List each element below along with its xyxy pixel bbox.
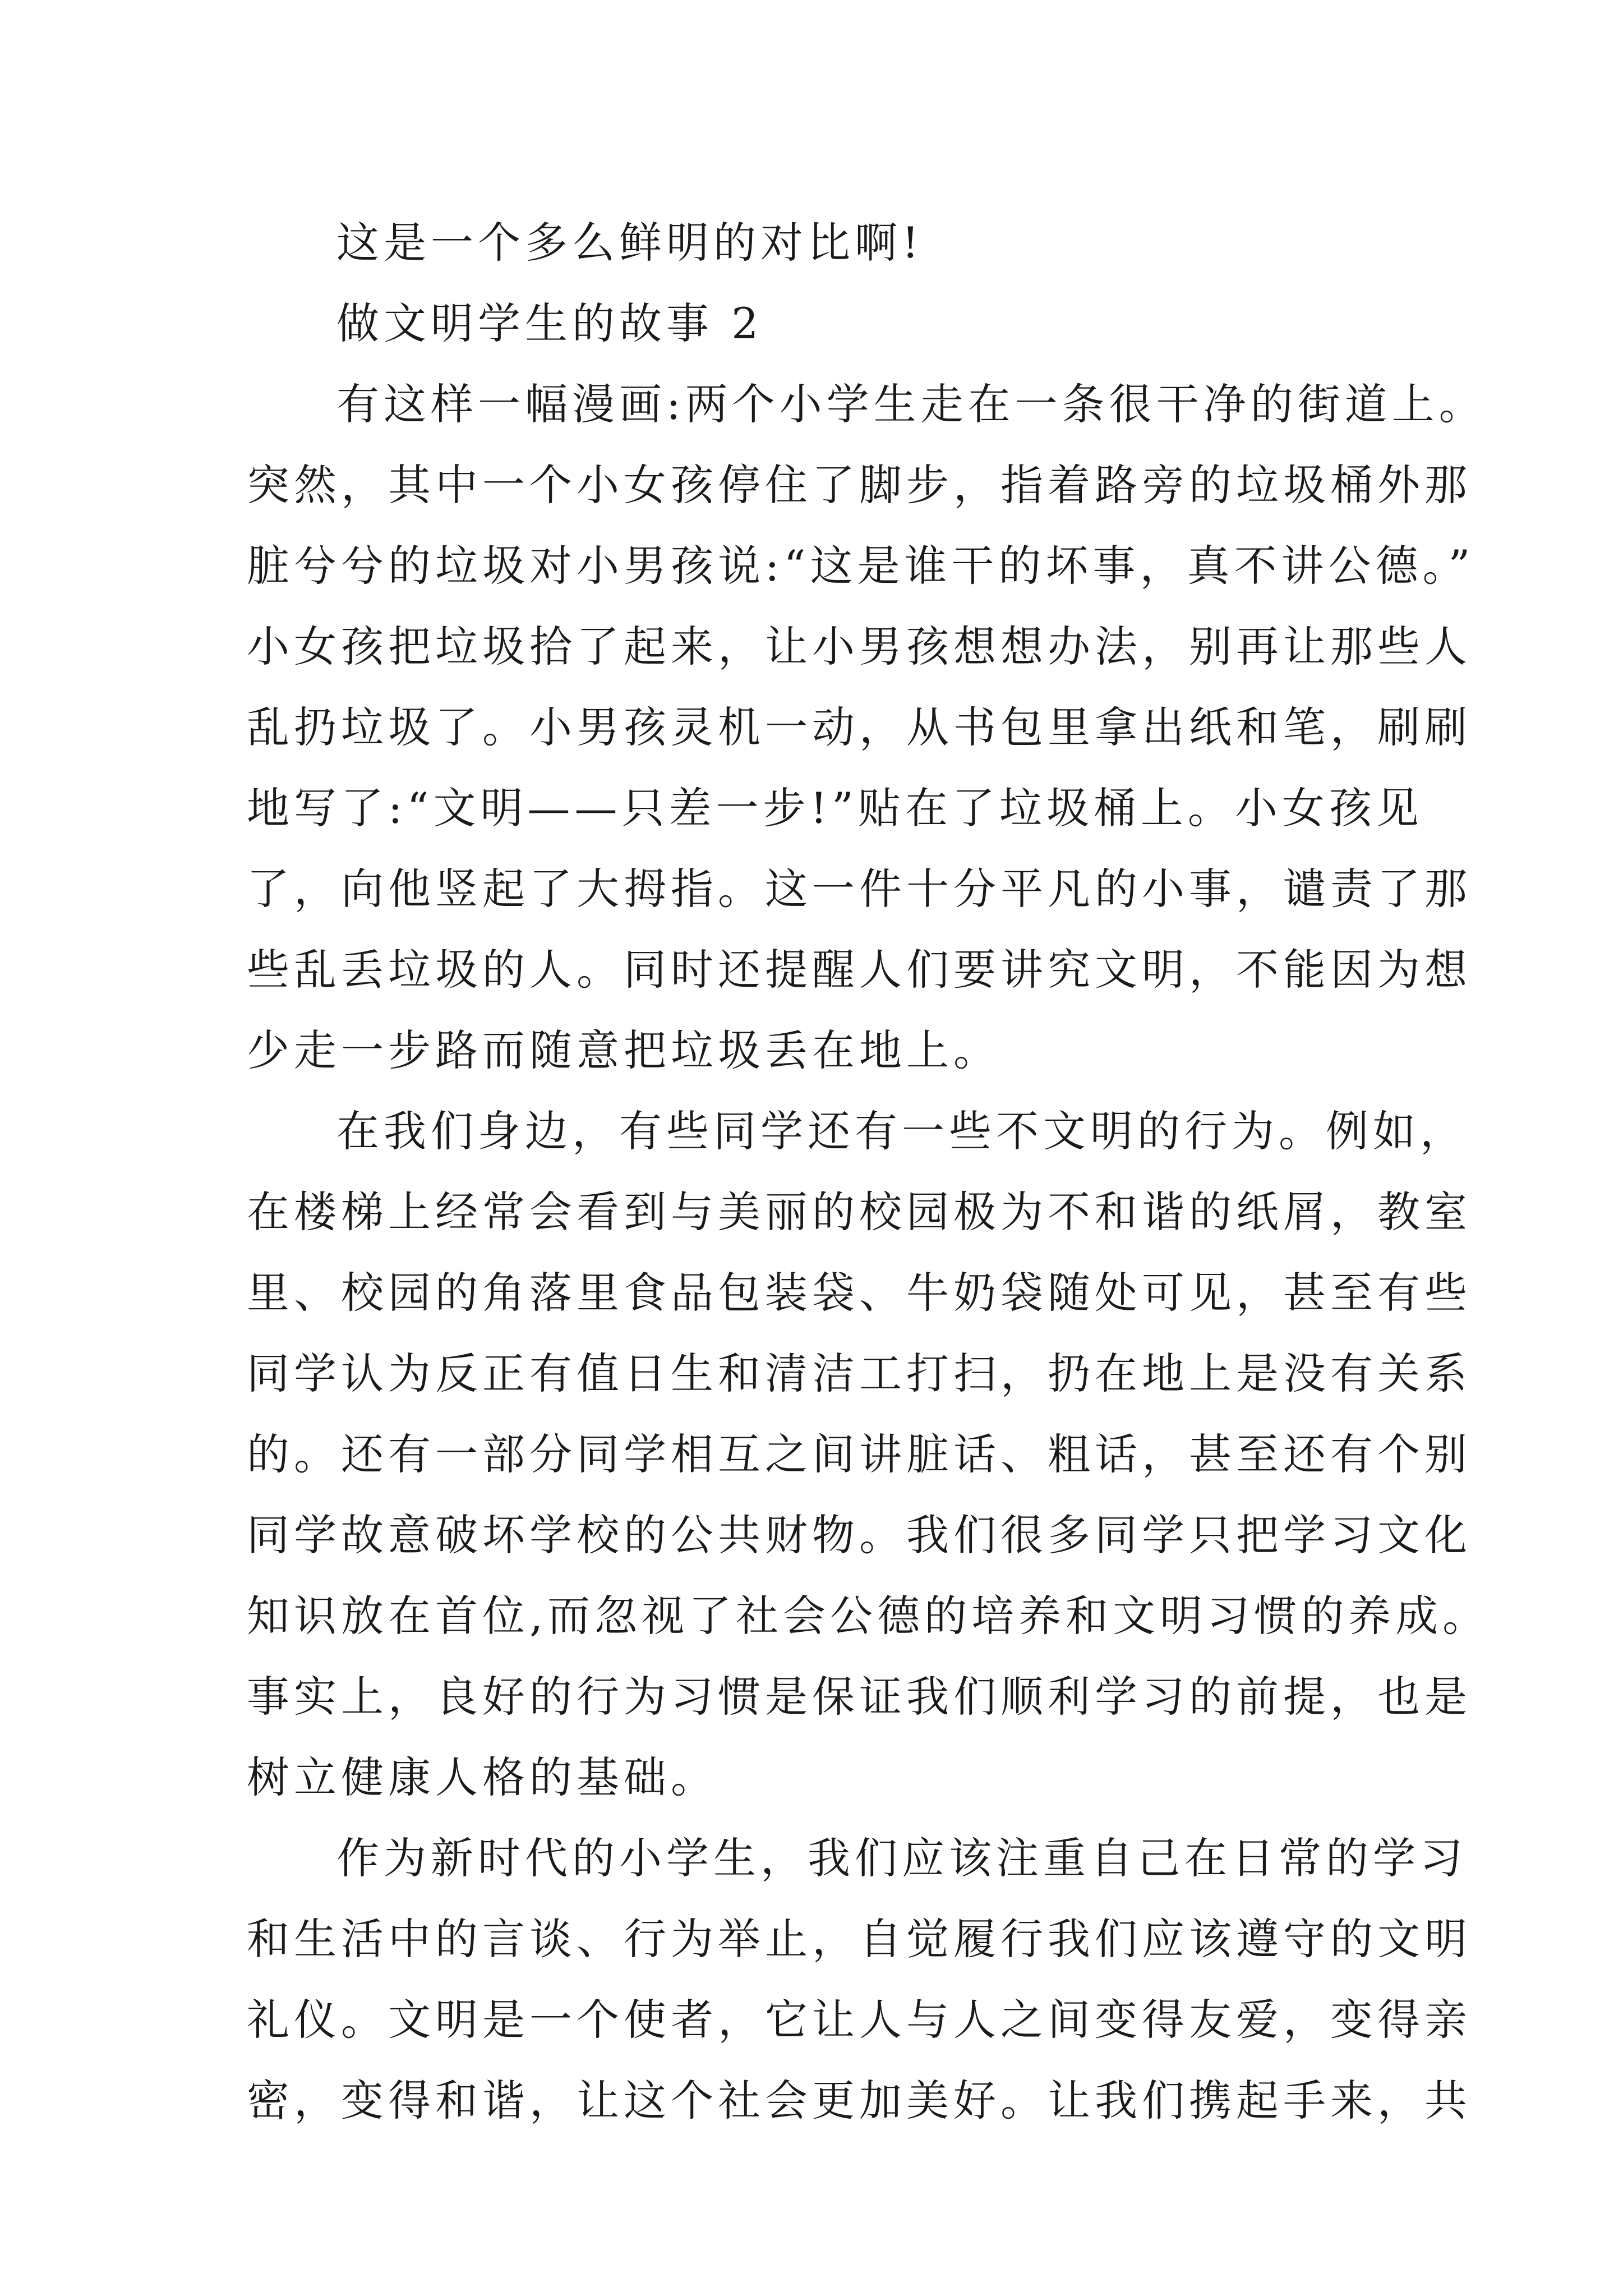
paragraph-line: 知识放在首位,而忽视了社会公德的培养和文明习惯的养成。 [247,1591,1490,1641]
paragraph-line: 礼仪。文明是一个使者，它让人与人之间变得友爱，变得亲 [247,1995,1472,2045]
paragraph-line: 的。还有一部分同学相互之间讲脏话、粗话，甚至还有个别 [247,1429,1472,1479]
paragraph-line: 在楼梯上经常会看到与美丽的校园极为不和谐的纸屑，教室 [247,1187,1472,1237]
paragraph-line: 地写了:“文明——只差一步!”贴在了垃圾桶上。小女孩见 [247,783,1423,833]
paragraph-line: 同学故意破坏学校的公共财物。我们很多同学只把学习文化 [247,1510,1472,1560]
paragraph-line: 和生活中的言谈、行为举止，自觉履行我们应该遵守的文明 [247,1914,1472,1964]
paragraph-line: 脏兮兮的垃圾对小男孩说:“这是谁干的坏事，真不讲公德。” [247,541,1475,591]
paragraph-line: 了，向他竖起了大拇指。这一件十分平凡的小事，谴责了那 [247,864,1472,914]
paragraph-line: 乱扔垃圾了。小男孩灵机一动，从书包里拿出纸和笔，刷刷 [247,702,1472,752]
paragraph-line: 在我们身边，有些同学还有一些不文明的行为。例如， [336,1106,1467,1156]
paragraph-line: 同学认为反正有值日生和清洁工打扫，扔在地上是没有关系 [247,1349,1472,1398]
section-heading: 做文明学生的故事 2 [336,298,763,348]
paragraph-line: 事实上，良好的行为习惯是保证我们顺利学习的前提，也是 [247,1672,1472,1722]
text-line: 这是一个多么鲜明的对比啊! [336,218,924,268]
paragraph-line: 里、校园的角落里食品包装袋、牛奶袋随处可见，甚至有些 [247,1268,1472,1318]
paragraph-line: 小女孩把垃圾拾了起来，让小男孩想想办法，别再让那些人 [247,622,1472,671]
paragraph-line: 树立健康人格的基础。 [247,1752,718,1802]
paragraph-line: 作为新时代的小学生，我们应该注重自己在日常的学习 [336,1833,1467,1883]
paragraph-line: 少走一步路而随意把垃圾丢在地上。 [247,1025,1000,1075]
paragraph-line: 些乱丢垃圾的人。同时还提醒人们要讲究文明，不能因为想 [247,945,1472,995]
paragraph-line: 有这样一幅漫画:两个小学生走在一条很干净的街道上。 [336,379,1486,429]
paragraph-line: 突然，其中一个小女孩停住了脚步，指着路旁的垃圾桶外那 [247,460,1472,510]
paragraph-line: 密，变得和谐，让这个社会更加美好。让我们携起手来，共 [247,2076,1472,2125]
